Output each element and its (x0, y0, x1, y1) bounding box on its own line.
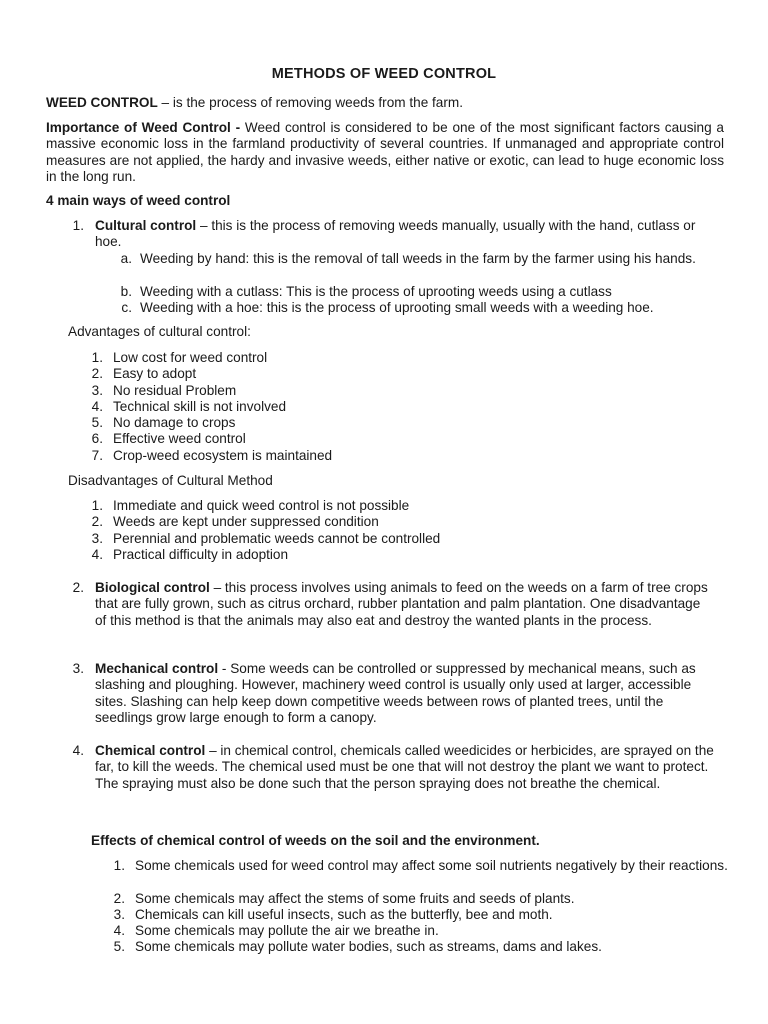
advantages-heading: Advantages of cultural control: (68, 324, 251, 339)
advantages-list (0, 350, 768, 464)
list-item (0, 431, 768, 447)
list-text: Some chemicals used for weed control may affect some soil nutrients negatively by their reactions. (135, 858, 728, 873)
list-text: Weeds are kept under suppressed condition (113, 514, 379, 530)
list-text: No damage to crops (113, 415, 236, 431)
sub-item-label: c. (121, 300, 132, 315)
method-name: Biological control (95, 580, 210, 595)
list-text: Effective weed control (113, 431, 246, 447)
list-text: Technical skill is not involved (113, 398, 287, 414)
list-number: 7. (91, 447, 103, 463)
effects-list (0, 858, 768, 956)
list-number: 5. (113, 939, 125, 955)
list-item (0, 383, 768, 399)
list-item (0, 448, 768, 464)
disadvantages-list (0, 498, 768, 563)
list-text: Low cost for weed control (113, 350, 268, 365)
definition-term: WEED CONTROL (46, 95, 158, 110)
list-number: 3. (113, 906, 125, 922)
list-text: No residual Problem (113, 382, 237, 398)
list-text: Some chemicals may pollute water bodies, such as streams, dams and lakes. (135, 939, 602, 955)
list-number: 4. (113, 923, 125, 939)
list-number: 4. (91, 546, 103, 562)
list-number: 2. (91, 514, 103, 530)
sub-item-text: Weeding by hand: this is the removal of tall weeds in the farm by the farmer using his hands. (140, 251, 696, 266)
list-text: Immediate and quick weed control is not possible (113, 498, 410, 513)
importance-paragraph (46, 120, 724, 185)
importance-text: Weed control is considered to be one of the most significant factors causing a massive economic loss in the farmland productivity of several countries. If unmanaged and appropriate control measures are not applied, the hardy and invasive weeds, either native or exotic, can lead to huge economic loss in the long run. (46, 120, 724, 184)
list-text: Practical difficulty in adoption (113, 546, 289, 562)
method-number: 2. (72, 580, 84, 595)
list-number: 1. (113, 858, 125, 873)
method-text (95, 580, 715, 629)
disadvantages-heading: Disadvantages of Cultural Method (68, 473, 273, 488)
list-number: 6. (91, 431, 103, 447)
list-item (0, 415, 768, 431)
list-number: 3. (91, 382, 103, 398)
list-number: 4. (91, 398, 103, 414)
list-item (0, 547, 768, 563)
definition-paragraph (46, 95, 724, 111)
list-item (0, 498, 768, 514)
list-number: 3. (91, 530, 103, 546)
list-item (0, 858, 768, 891)
method-number: 4. (72, 743, 84, 758)
sub-item-text: Weeding with a cutlass: This is the process of uprooting weeds using a cutlass (140, 284, 612, 299)
list-number: 2. (91, 366, 103, 382)
importance-term: Importance of Weed Control - (46, 120, 241, 135)
method-name: Cultural control (95, 218, 197, 233)
method-text (95, 661, 715, 726)
sub-item-label: b. (120, 284, 132, 299)
method-description: - Some weeds can be controlled or suppressed by mechanical means, such as slashing and ploughing. However, machinery weed control is usually only used at larger, accessible sites. Slashing can help keep down competitive weeds between rows of planted trees, until the seedlings grow large enough to form a canopy. (95, 661, 696, 725)
method-text (95, 218, 705, 251)
list-text: Chemicals can kill useful insects, such as the butterfly, bee and moth. (135, 906, 553, 922)
method-description: – this process involves using animals to feed on the weeds on a farm of tree crops that are fully grown, such as citrus orchard, rubber plantation and palm plantation. One disadvantage of this method is that the animals may also eat and destroy the wanted plants in the process. (95, 580, 708, 628)
list-item (0, 891, 768, 907)
list-number: 2. (113, 890, 125, 906)
list-text: Crop-weed ecosystem is maintained (113, 447, 333, 463)
list-item (0, 350, 768, 366)
list-item (0, 399, 768, 415)
list-text: Some chemicals may pollute the air we breathe in. (135, 923, 439, 939)
method-description: – this is the process of removing weeds manually, usually with the hand, cutlass or hoe. (95, 218, 696, 250)
method-number: 3. (72, 661, 84, 676)
list-item (0, 939, 768, 955)
effects-heading: Effects of chemical control of weeds on the soil and the environment. (91, 833, 540, 848)
ways-heading: 4 main ways of weed control (46, 193, 231, 208)
list-item (0, 923, 768, 939)
list-text: Perennial and problematic weeds cannot be controlled (113, 530, 441, 546)
method-description: – in chemical control, chemicals called weedicides or herbicides, are sprayed on the far, to kill the weeds. The chemical used must be one that will not destroy the plant we want to protect. The spraying must also be done such that the person spraying does not breathe the chemical. (95, 743, 714, 791)
definition-text: – is the process of removing weeds from the farm. (157, 95, 463, 110)
list-number: 1. (91, 498, 103, 513)
method-text (95, 743, 720, 792)
list-item (0, 366, 768, 382)
list-text: Some chemicals may affect the stems of some fruits and seeds of plants. (135, 890, 575, 906)
list-item (0, 907, 768, 923)
page-title: METHODS OF WEED CONTROL (271, 66, 497, 82)
method-name: Chemical control (95, 743, 206, 758)
list-item (0, 514, 768, 530)
sub-item-label: a. (120, 251, 132, 266)
list-text: Easy to adopt (113, 366, 197, 382)
list-number: 1. (91, 350, 103, 365)
list-item (0, 531, 768, 547)
method-name: Mechanical control (95, 661, 219, 676)
sub-item-text: Weeding with a hoe: this is the process of uprooting small weeds with a weeding hoe. (140, 300, 654, 315)
method-number: 1. (72, 218, 84, 233)
list-number: 5. (91, 415, 103, 431)
